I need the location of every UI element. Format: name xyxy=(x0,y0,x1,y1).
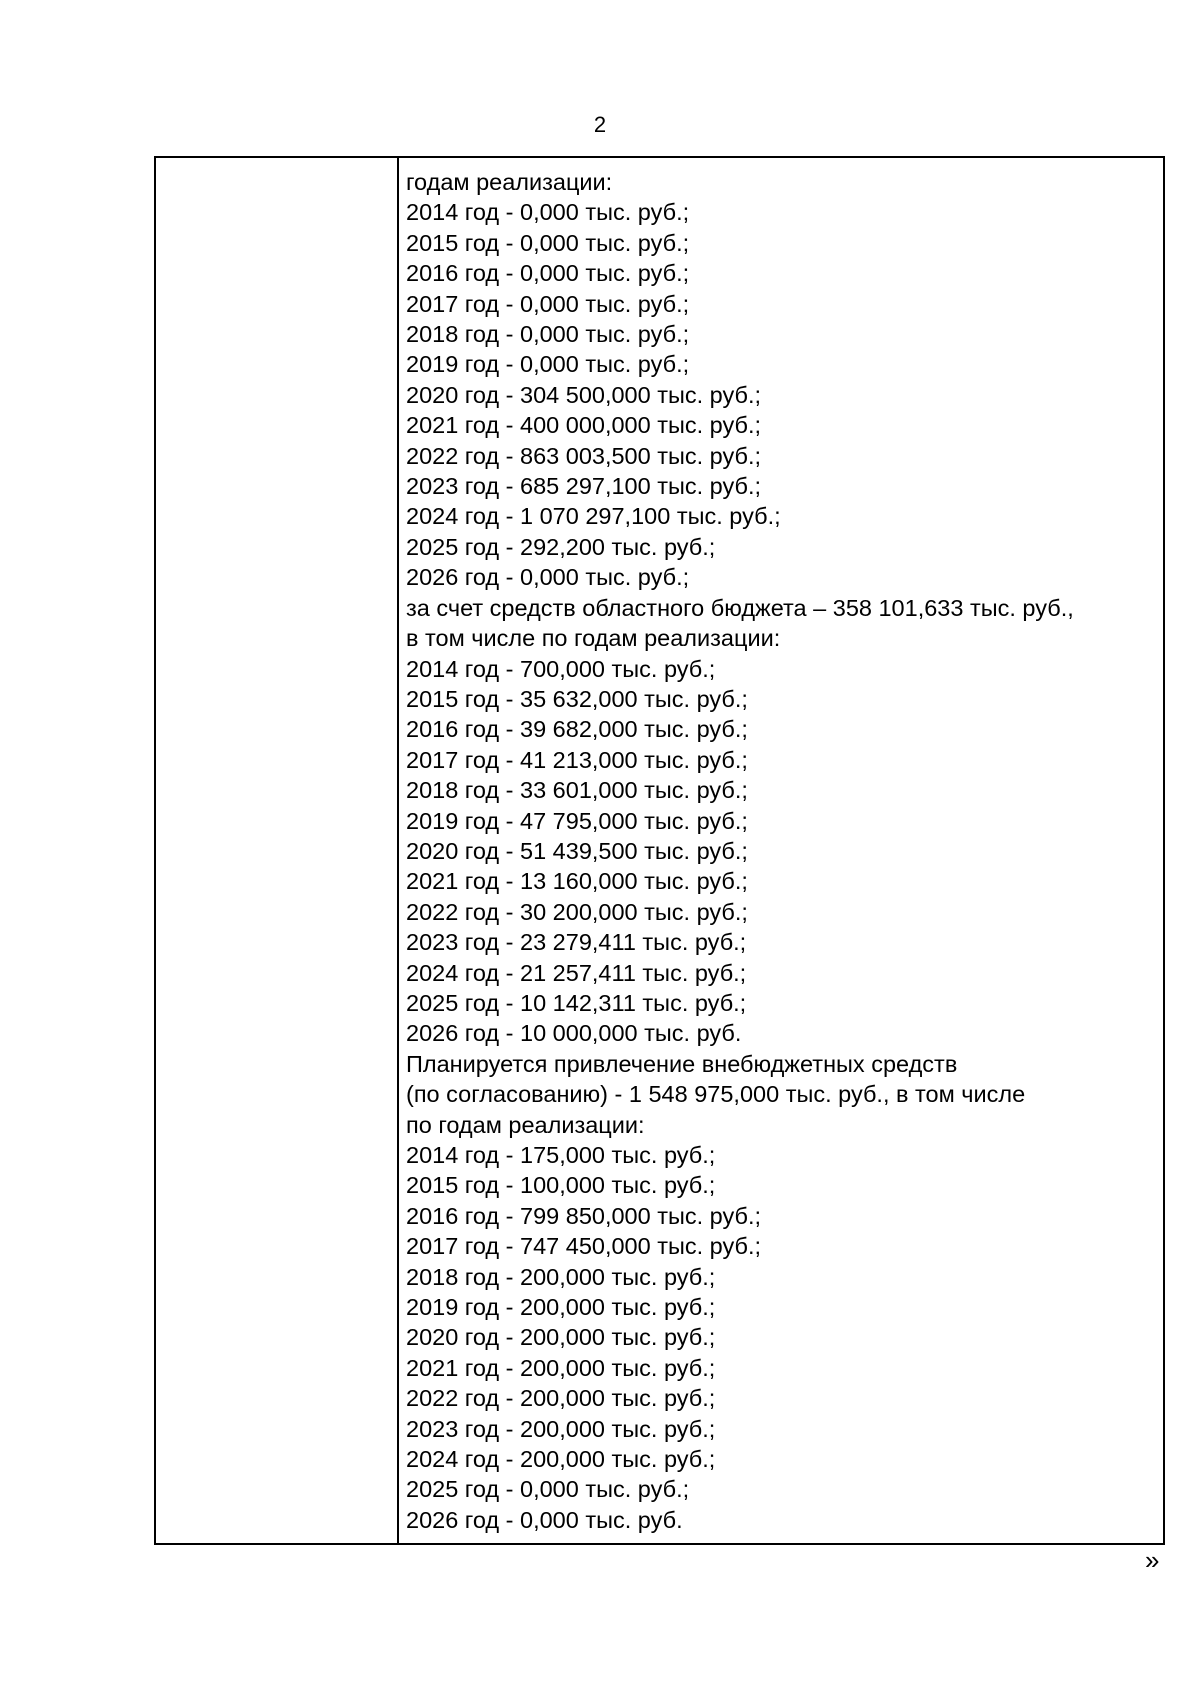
closing-quote-mark: » xyxy=(1145,1545,1160,1575)
funding-text-line: 2017 год - 41 213,000 тыс. руб.; xyxy=(406,746,748,773)
funding-text-line: по годам реализации: xyxy=(406,1111,645,1138)
funding-text-line: 2015 год - 100,000 тыс. руб.; xyxy=(406,1172,716,1199)
funding-table xyxy=(154,156,1165,1545)
funding-text-line: 2022 год - 863 003,500 тыс. руб.; xyxy=(406,442,762,469)
funding-text-line: 2025 год - 0,000 тыс. руб.; xyxy=(406,1476,690,1503)
funding-text-line: 2016 год - 39 682,000 тыс. руб.; xyxy=(406,716,748,743)
funding-text-line: 2026 год - 0,000 тыс. руб.; xyxy=(406,564,690,591)
funding-text-line: 2024 год - 21 257,411 тыс. руб.; xyxy=(406,959,747,986)
funding-text-line: 2015 год - 35 632,000 тыс. руб.; xyxy=(406,685,748,712)
funding-text-line: 2026 год - 10 000,000 тыс. руб. xyxy=(406,1020,742,1047)
funding-text-line: 2022 год - 30 200,000 тыс. руб.; xyxy=(406,898,748,925)
funding-text-line: 2026 год - 0,000 тыс. руб. xyxy=(406,1506,683,1533)
funding-text-line: 2019 год - 0,000 тыс. руб.; xyxy=(406,351,690,378)
funding-text-line: 2020 год - 304 500,000 тыс. руб.; xyxy=(406,381,762,408)
funding-text-line: 2024 год - 1 070 297,100 тыс. руб.; xyxy=(406,503,781,530)
funding-text-line: 2021 год - 400 000,000 тыс. руб.; xyxy=(406,412,762,439)
funding-text-line: годам реализации: xyxy=(406,169,613,195)
funding-text-line: 2025 год - 292,200 тыс. руб.; xyxy=(406,533,716,560)
funding-text-line: 2018 год - 33 601,000 тыс. руб.; xyxy=(406,777,748,804)
funding-text-line: 2021 год - 13 160,000 тыс. руб.; xyxy=(406,868,748,895)
funding-text-line: 2020 год - 200,000 тыс. руб.; xyxy=(406,1324,716,1351)
funding-text-line: (по согласованию) - 1 548 975,000 тыс. руб., в том числе xyxy=(406,1081,1026,1108)
funding-text-line: за счет средств областного бюджета – 358 101,633 тыс. руб., xyxy=(406,594,1074,621)
funding-text-line: 2018 год - 0,000 тыс. руб.; xyxy=(406,321,690,348)
funding-text-line: 2014 год - 175,000 тыс. руб.; xyxy=(406,1142,716,1168)
funding-text-line: 2019 год - 47 795,000 тыс. руб.; xyxy=(406,807,748,834)
funding-text-line: 2014 год - 700,000 тыс. руб.; xyxy=(406,655,716,682)
funding-text-line: 2023 год - 23 279,411 тыс. руб.; xyxy=(406,929,747,956)
funding-text-line: 2024 год - 200,000 тыс. руб.; xyxy=(406,1446,716,1473)
funding-text-line: в том числе по годам реализации: xyxy=(406,625,781,652)
funding-text-line: 2023 год - 685 297,100 тыс. руб.; xyxy=(406,473,762,500)
table-right-cell xyxy=(401,158,1163,1543)
funding-text-line: 2017 год - 747 450,000 тыс. руб.; xyxy=(406,1233,762,1260)
funding-text-line: 2015 год - 0,000 тыс. руб.; xyxy=(406,229,690,256)
funding-text-line: 2016 год - 799 850,000 тыс. руб.; xyxy=(406,1202,762,1229)
funding-text-line: 2023 год - 200,000 тыс. руб.; xyxy=(406,1415,716,1442)
funding-text-line: Планируется привлечение внебюджетных средств xyxy=(406,1050,958,1077)
funding-text-line: 2018 год - 200,000 тыс. руб.; xyxy=(406,1263,716,1290)
page-number: 2 xyxy=(593,112,607,137)
funding-text-line: 2016 год - 0,000 тыс. руб.; xyxy=(406,260,690,287)
funding-text-line: 2022 год - 200,000 тыс. руб.; xyxy=(406,1385,716,1412)
funding-text-line: 2021 год - 200,000 тыс. руб.; xyxy=(406,1354,716,1381)
funding-text-line: 2017 год - 0,000 тыс. руб.; xyxy=(406,290,690,317)
funding-text-line: 2014 год - 0,000 тыс. руб.; xyxy=(406,199,690,226)
table-left-cell xyxy=(156,158,399,1543)
funding-text-line: 2019 год - 200,000 тыс. руб.; xyxy=(406,1294,716,1321)
funding-text-line: 2025 год - 10 142,311 тыс. руб.; xyxy=(406,989,747,1016)
funding-text-line: 2020 год - 51 439,500 тыс. руб.; xyxy=(406,837,748,864)
